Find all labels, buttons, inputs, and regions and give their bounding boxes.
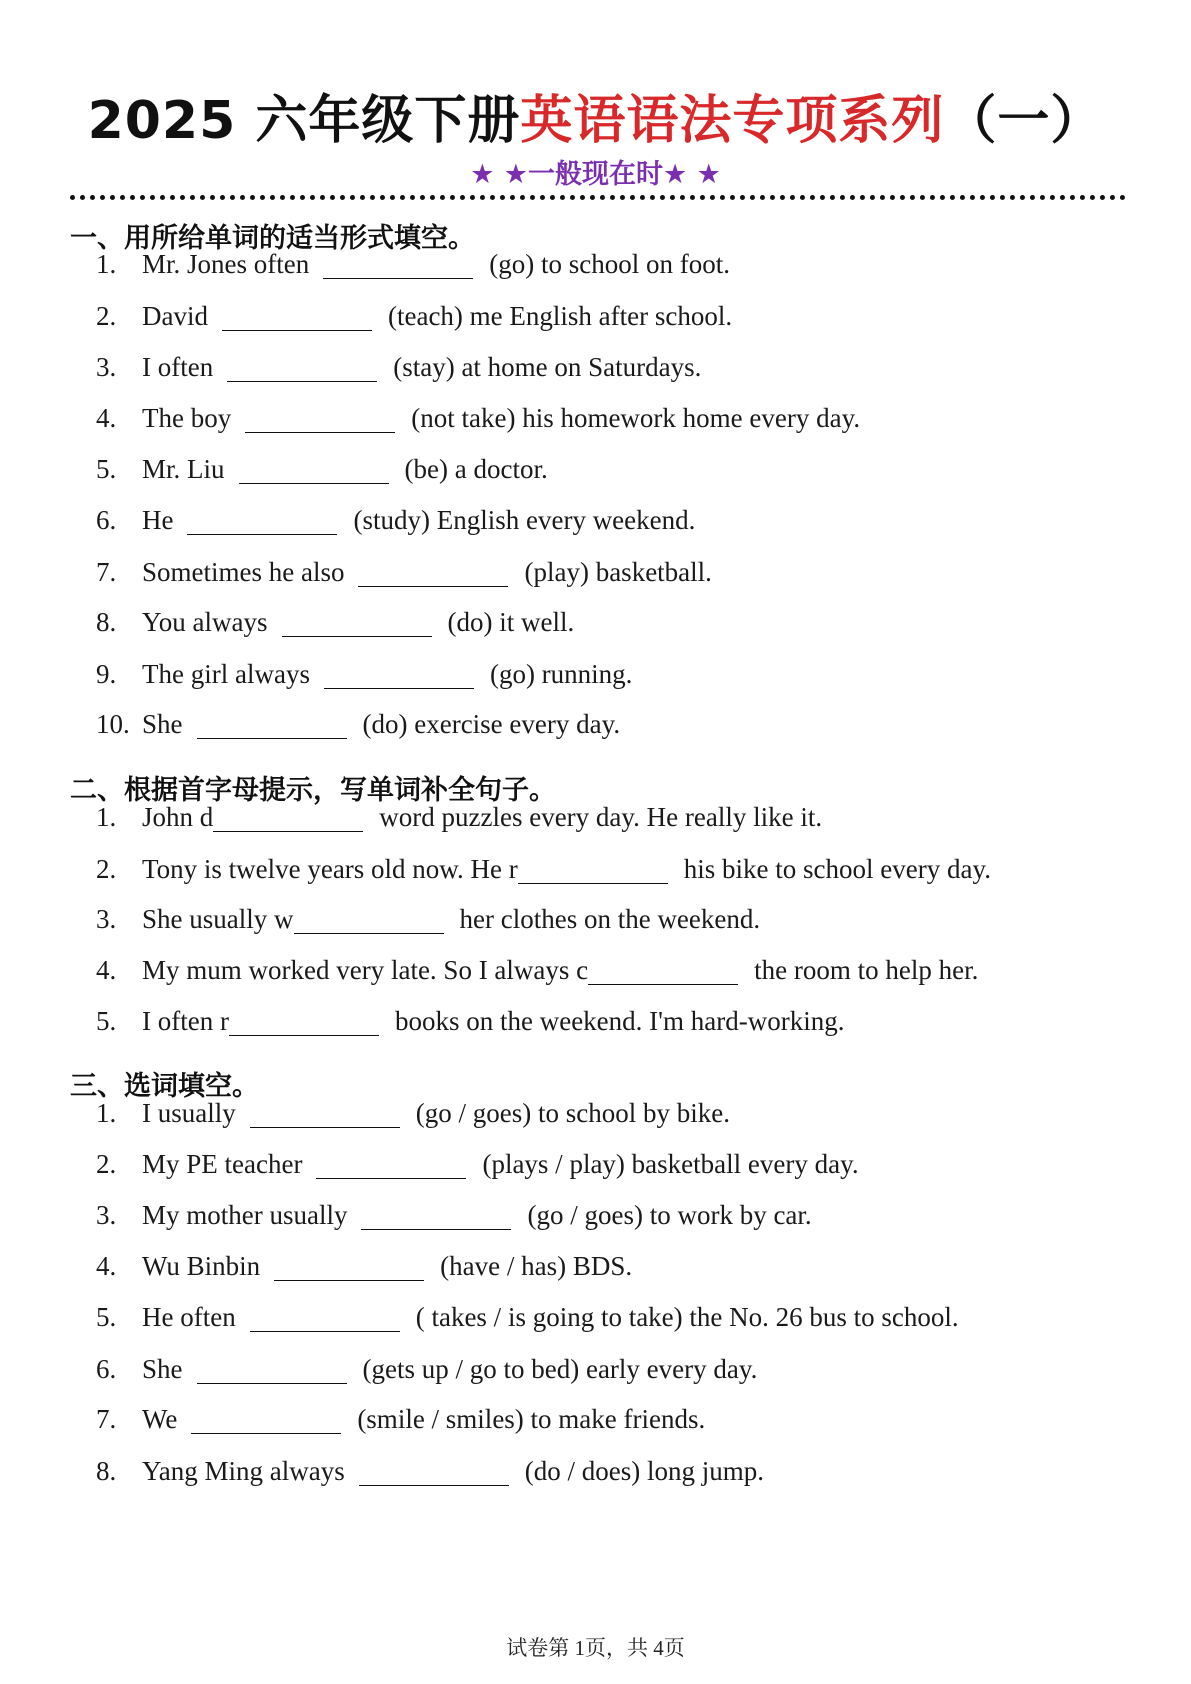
answer-blank[interactable] (191, 1403, 341, 1434)
question-item (96, 1246, 632, 1286)
question-text-after: (gets up / go to bed) early every day. (362, 1354, 758, 1384)
question-number: 4. (96, 403, 117, 433)
question-text-after: (go) running. (489, 659, 633, 689)
question-text-before: Mr. Jones often (142, 249, 310, 279)
question-number: 6. (96, 505, 117, 535)
question-number: 2. (96, 854, 117, 884)
question-number: 3. (96, 1200, 117, 1230)
subtitle: ★ ★一般现在时★ ★ (470, 159, 721, 190)
question-text-after: (not take) his homework home every day. (411, 403, 861, 433)
answer-blank[interactable] (588, 954, 738, 985)
question-text-before: We (142, 1404, 178, 1434)
question-item (96, 1093, 730, 1133)
question-text-before: He (142, 505, 174, 535)
question-number: 5. (96, 454, 117, 484)
page-footer: 试卷第 1页，共 4页 (506, 1636, 685, 1660)
question-text-before: Sometimes he also (142, 557, 345, 587)
question-text-after: (plays / play) basketball every day. (482, 1149, 859, 1179)
dotted-divider (70, 195, 1126, 200)
question-text-after: (teach) me English after school. (387, 301, 733, 331)
question-text-before: She usually w (142, 904, 294, 934)
answer-blank[interactable] (197, 708, 347, 739)
question-item (96, 849, 991, 889)
answer-blank[interactable] (361, 1199, 511, 1230)
question-item (96, 950, 978, 990)
question-text-before: She (142, 1354, 183, 1384)
question-text-after: (go / goes) to work by car. (527, 1200, 812, 1230)
question-item (96, 347, 701, 387)
question-text-after: (be) a doctor. (404, 454, 548, 484)
question-item (96, 1451, 764, 1491)
question-text-after: (have / has) BDS. (440, 1251, 633, 1281)
question-text-before: You always (142, 607, 268, 637)
question-text-before: I often r (142, 1006, 229, 1036)
question-text-after: his bike to school every day. (683, 854, 991, 884)
question-item (96, 797, 822, 837)
question-item (96, 1349, 757, 1389)
question-text-after: (study) English every weekend. (353, 505, 696, 535)
question-item (96, 449, 548, 489)
answer-blank[interactable] (294, 903, 444, 934)
section-heading: 一、用所给单词的适当形式填空。 (70, 223, 475, 254)
question-text-after: (play) basketball. (524, 557, 712, 587)
question-item (96, 1144, 859, 1184)
question-number: 7. (96, 557, 117, 587)
question-number: 5. (96, 1006, 117, 1036)
question-number: 4. (96, 1251, 117, 1281)
question-item (96, 552, 712, 592)
question-number: 8. (96, 607, 117, 637)
question-text-before: My mother usually (142, 1200, 348, 1230)
question-item (96, 654, 632, 694)
question-text-after: (smile / smiles) to make friends. (357, 1404, 706, 1434)
answer-blank[interactable] (250, 1097, 400, 1128)
question-text-before: She (142, 709, 183, 739)
question-text-before: Wu Binbin (142, 1251, 261, 1281)
answer-blank[interactable] (324, 658, 474, 689)
answer-blank[interactable] (222, 300, 372, 331)
question-text-before: John d (142, 802, 214, 832)
question-text-after: (do) exercise every day. (362, 709, 621, 739)
question-text-after: books on the weekend. I'm hard-working. (394, 1006, 845, 1036)
answer-blank[interactable] (518, 853, 668, 884)
answer-blank[interactable] (282, 606, 432, 637)
question-number: 8. (96, 1456, 117, 1486)
question-text-before: Yang Ming always (142, 1456, 345, 1486)
question-number: 9. (96, 659, 117, 689)
question-text-before: My PE teacher (142, 1149, 303, 1179)
question-number: 2. (96, 1149, 117, 1179)
answer-blank[interactable] (358, 556, 508, 587)
answer-blank[interactable] (316, 1148, 466, 1179)
question-text-after: (do) it well. (447, 607, 575, 637)
question-number: 3. (96, 352, 117, 382)
question-text-after: (stay) at home on Saturdays. (393, 352, 702, 382)
question-number: 6. (96, 1354, 117, 1384)
question-text-before: I often (142, 352, 214, 382)
question-number: 1. (96, 1098, 117, 1128)
question-item (96, 602, 574, 642)
question-number: 7. (96, 1404, 117, 1434)
question-text-before: Mr. Liu (142, 454, 225, 484)
question-text-before: My mum worked very late. So I always c (142, 955, 589, 985)
page-title (0, 78, 1191, 153)
question-text-before: Tony is twelve years old now. He r (142, 854, 518, 884)
question-text-after: (go / goes) to school by bike. (415, 1098, 730, 1128)
answer-blank[interactable] (274, 1250, 424, 1281)
question-text-after: ( takes / is going to take) the No. 26 bus to school. (415, 1302, 959, 1332)
answer-blank[interactable] (187, 504, 337, 535)
question-text-after: (do / does) long jump. (524, 1456, 764, 1486)
question-text-after: word puzzles every day. He really like it. (379, 802, 823, 832)
answer-blank[interactable] (359, 1455, 509, 1486)
answer-blank[interactable] (227, 351, 377, 382)
answer-blank[interactable] (245, 402, 395, 433)
question-item (96, 1399, 705, 1439)
question-item (96, 296, 732, 336)
question-text-before: The girl always (142, 659, 310, 689)
question-item (96, 398, 860, 438)
question-number: 4. (96, 955, 117, 985)
answer-blank[interactable] (229, 1005, 379, 1036)
question-text-after: (go) to school on foot. (489, 249, 730, 279)
answer-blank[interactable] (239, 453, 389, 484)
answer-blank[interactable] (197, 1353, 347, 1384)
question-number: 1. (96, 249, 117, 279)
answer-blank[interactable] (323, 248, 473, 279)
title-prefix: 2025 六年级下册 (87, 91, 521, 151)
question-number: 3. (96, 904, 117, 934)
question-item (96, 1001, 844, 1041)
question-text-after: the room to help her. (754, 955, 979, 985)
question-item (96, 244, 730, 284)
section-heading: 三、选词填空。 (70, 1071, 259, 1102)
question-number: 1. (96, 802, 117, 832)
question-text-before: He often (142, 1302, 236, 1332)
question-text-after: her clothes on the weekend. (459, 904, 761, 934)
question-number: 10. (96, 709, 130, 739)
title-accent: 英语语法专项系列 (520, 91, 945, 151)
question-item (96, 704, 620, 744)
question-item (96, 899, 760, 939)
answer-blank[interactable] (250, 1301, 400, 1332)
section-heading: 二、根据首字母提示，写单词补全句子。 (70, 775, 556, 806)
question-number: 2. (96, 301, 117, 331)
question-text-before: David (142, 301, 208, 331)
question-text-before: I usually (142, 1098, 236, 1128)
question-number: 5. (96, 1302, 117, 1332)
question-item (96, 1195, 812, 1235)
title-suffix: （一） (944, 91, 1104, 151)
question-text-before: The boy (142, 403, 232, 433)
question-item (96, 500, 695, 540)
question-item (96, 1297, 959, 1337)
answer-blank[interactable] (213, 801, 363, 832)
